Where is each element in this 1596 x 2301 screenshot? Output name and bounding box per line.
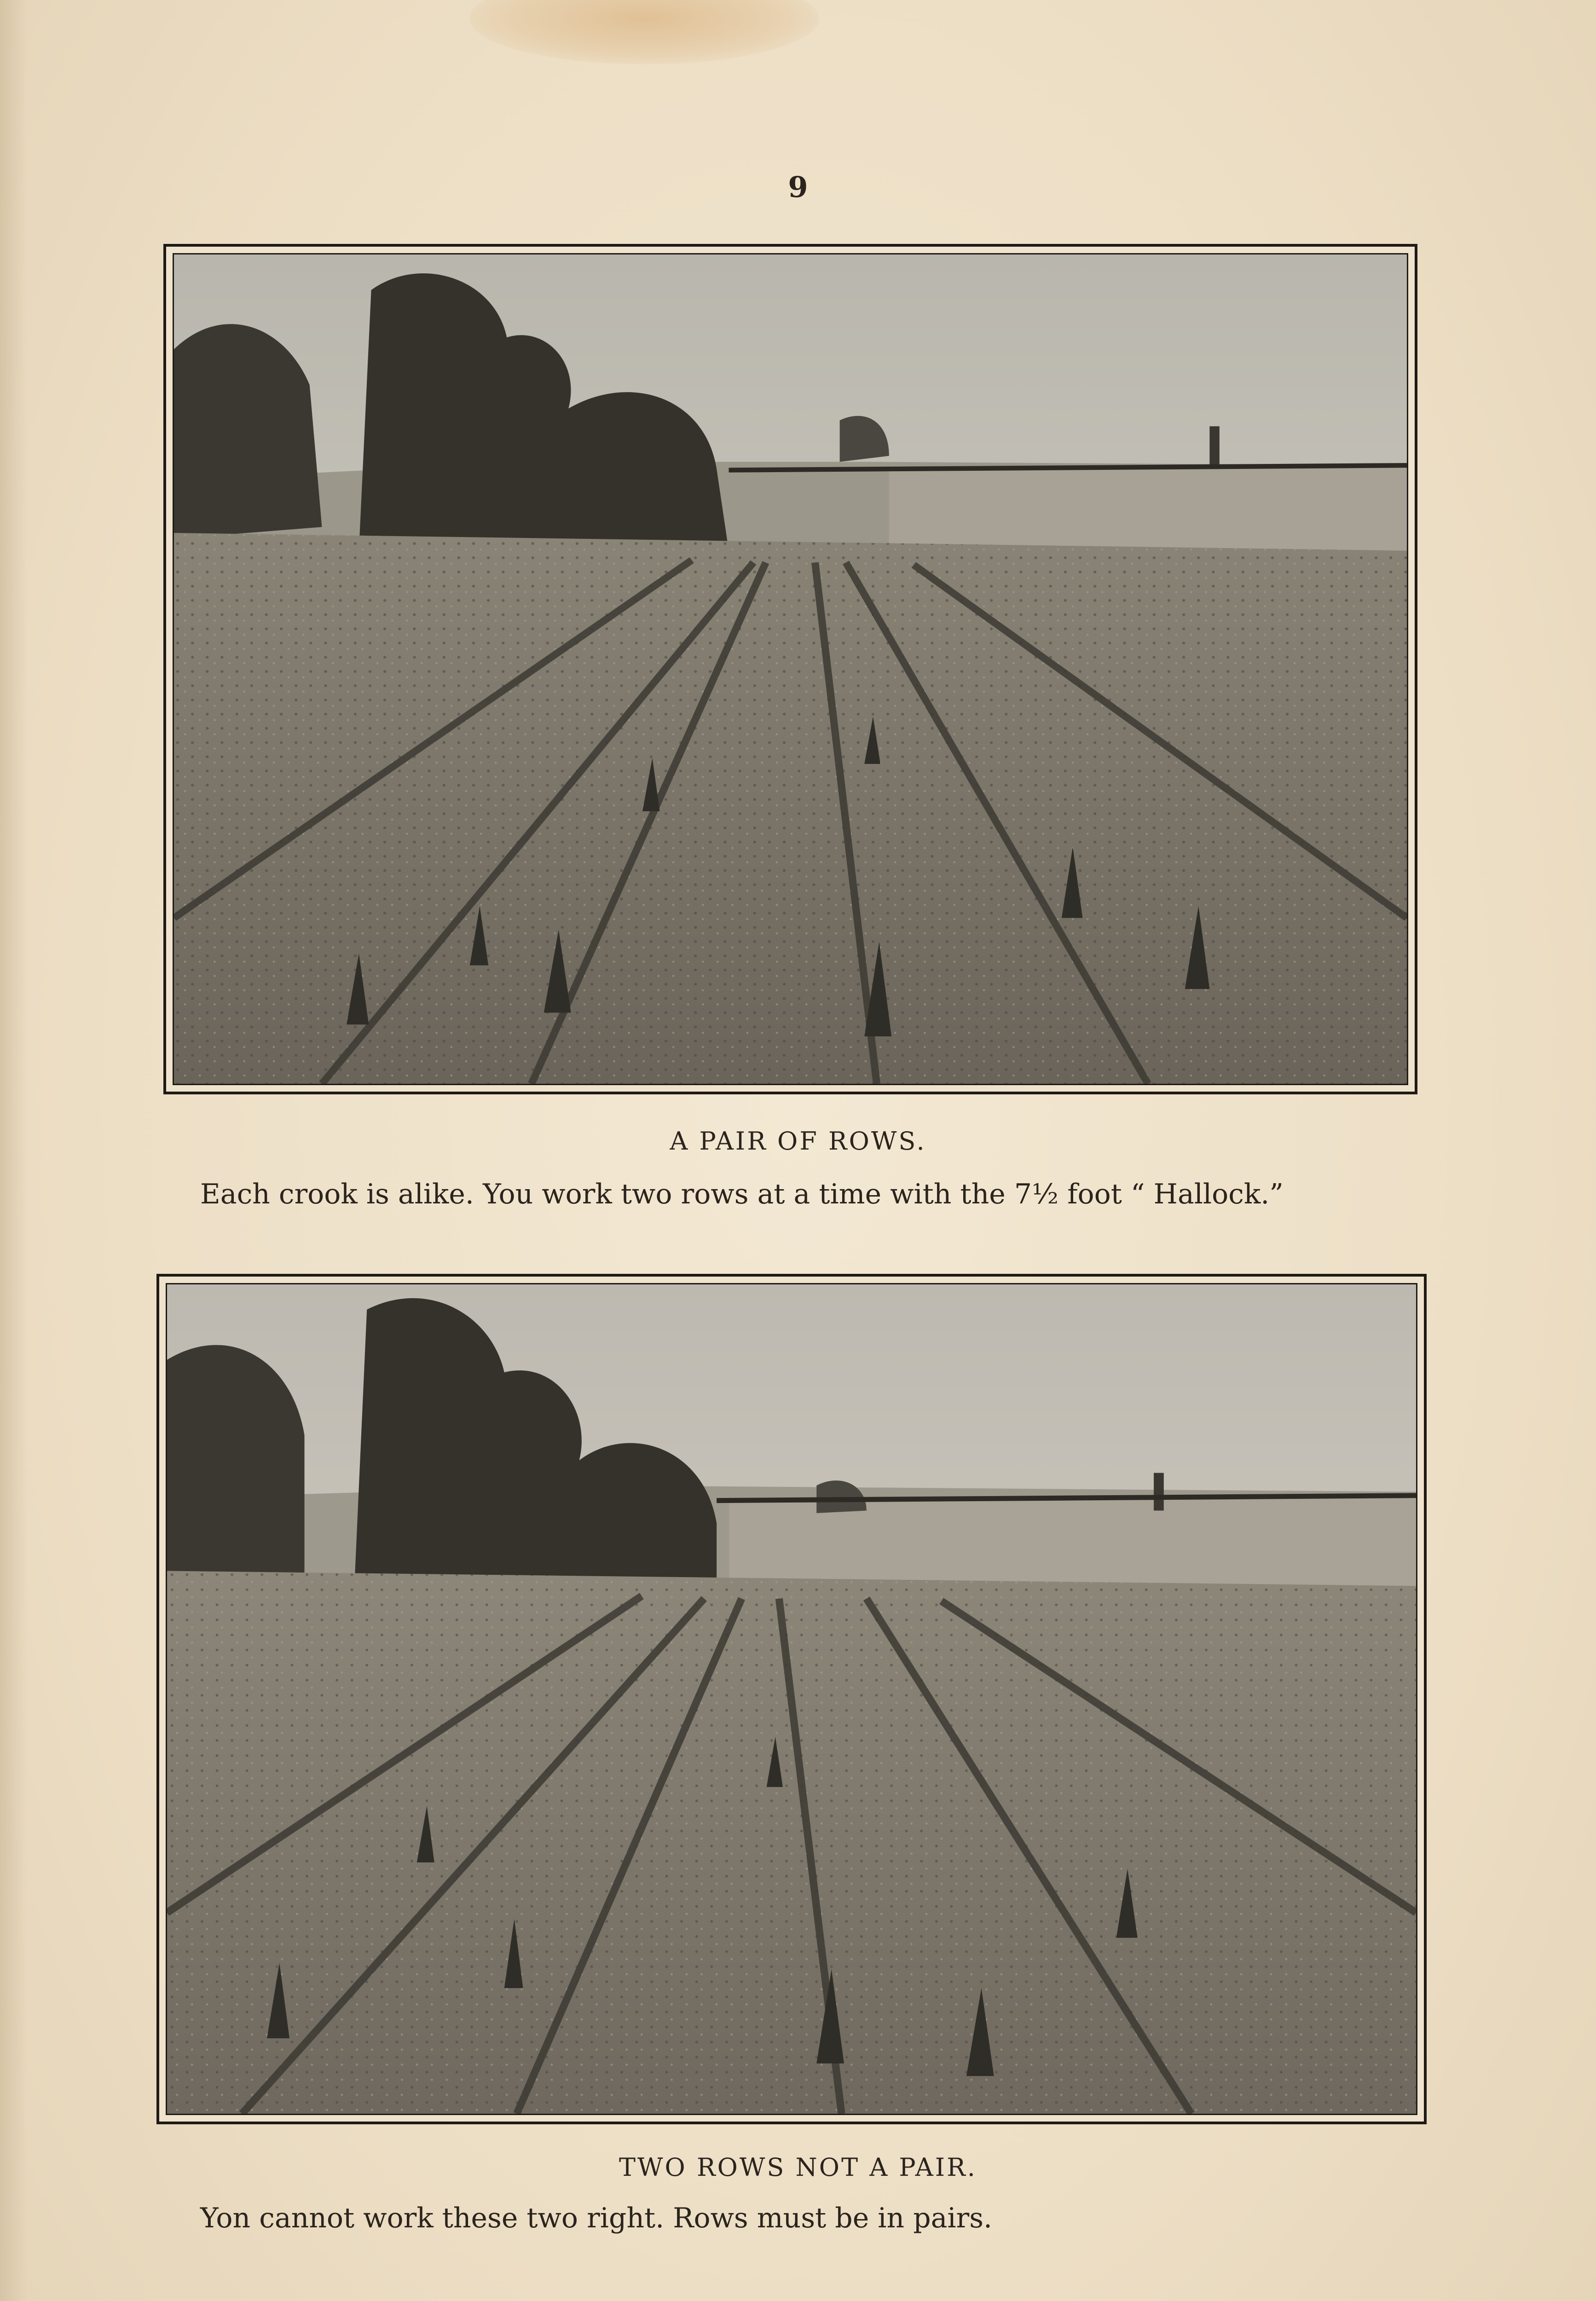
figure-2-title: TWO ROWS NOT A PAIR. [619, 2153, 977, 2182]
paper-stain [469, 0, 819, 64]
photo-pair-of-rows [163, 244, 1417, 1094]
photo-two-rows-not-a-pair [156, 1274, 1427, 2124]
cornfield-photo-illustration [167, 1284, 1416, 2114]
photo-inner-border [173, 253, 1408, 1085]
figure-1-title: A PAIR OF ROWS. [670, 1127, 926, 1156]
page-number: 9 [788, 170, 808, 204]
photo-inner-border [166, 1283, 1417, 2115]
figure-2-caption: Yon cannot work these two right. Rows must be in pairs. [200, 2202, 993, 2234]
figure-1-caption: Each crook is alike. You work two rows at a time with the 7½ foot “ Hallock.” [200, 1178, 1284, 1210]
cornfield-photo-illustration [174, 254, 1407, 1084]
